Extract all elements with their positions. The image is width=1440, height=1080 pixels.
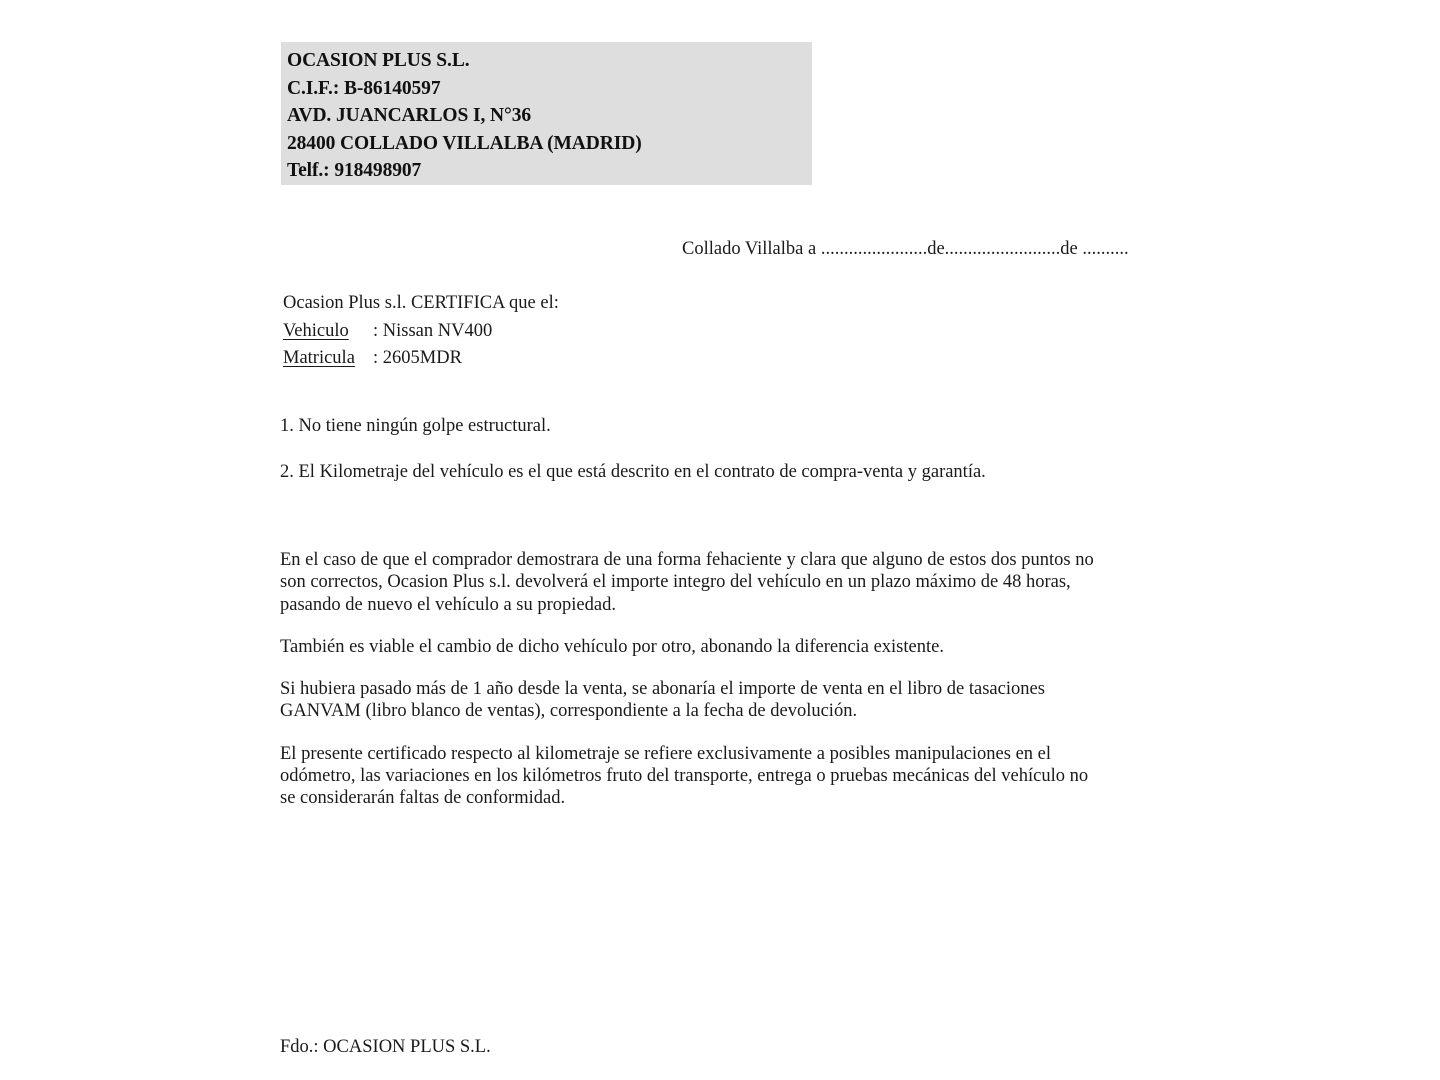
ganvam-paragraph [280,678,1180,723]
paragraph-line: El presente certificado respecto al kilometraje se refiere exclusivamente a posibles manipulaciones en el [280,743,1052,764]
exchange-paragraph [280,636,1180,658]
company-header-box [281,42,812,185]
paragraph-line: son correctos, Ocasion Plus s.l. devolverá el importe integro del vehículo en un plazo máximo de 48 horas, [280,572,1071,593]
company-address: AVD. JUANCARLOS I, N°36 [287,105,532,127]
certification-block [283,290,559,373]
refund-paragraph [280,549,1180,616]
point-item: 1. No tiene ningún golpe estructural. [280,416,551,436]
signature-line: Fdo.: OCASION PLUS S.L. [280,1037,491,1057]
company-phone: Telf.: 918498907 [287,160,422,182]
vehicle-label: Vehiculo [283,320,349,341]
point-item: 2. El Kilometraje del vehículo es el que está descrito en el contrato de compra-venta y garantía. [280,462,986,482]
date-line: Collado Villalba a .......................de.........................de .......... [682,239,1129,259]
vehicle-value: : Nissan NV400 [373,320,493,341]
odometer-paragraph [280,743,1180,810]
paragraph-line: En el caso de que el comprador demostrara de una forma fehaciente y clara que alguno de estos dos puntos no [280,550,1094,570]
paragraph-line: También es viable el cambio de dicho vehículo por otro, abonando la diferencia existente. [280,636,944,657]
plate-label: Matricula [283,348,355,368]
paragraph-line: odómetro, las variaciones en los kilómetros fruto del transporte, entrega o pruebas mecánicas del vehículo no [280,766,1089,787]
paragraph-line: pasando de nuevo el vehículo a su propiedad. [280,594,616,615]
company-name: OCASION PLUS S.L. [287,50,470,71]
vehicle-field [283,318,559,346]
certification-intro: Ocasion Plus s.l. CERTIFICA que el: [283,293,559,313]
conditions-paragraphs [280,549,1180,830]
company-city: 28400 COLLADO VILLALBA (MADRID) [287,132,642,154]
company-cif: C.I.F.: B-86140597 [287,77,441,99]
paragraph-line: se considerarán faltas de conformidad. [280,788,566,809]
plate-value: : 2605MDR [373,348,462,368]
certified-points [280,414,986,506]
paragraph-line: GANVAM (libro blanco de ventas), correspondiente a la fecha de devolución. [280,701,858,722]
plate-field [283,345,559,373]
paragraph-line: Si hubiera pasado más de 1 año desde la venta, se abonaría el importe de venta en el libro de tasaciones [280,679,1045,700]
